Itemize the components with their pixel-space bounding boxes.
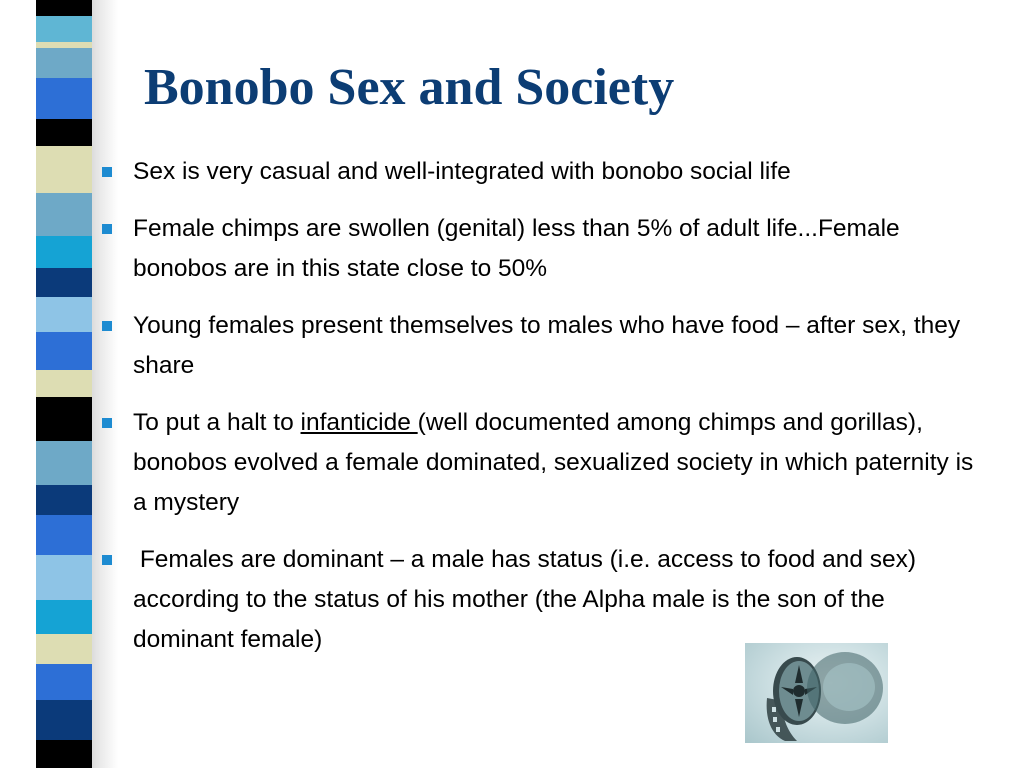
- bullet-item: [96, 540, 991, 660]
- bullet-text: Females are dominant – a male has status (i.e. access to food and sex) according to the status of his mother (the Alpha male is the son of the dominant female): [133, 546, 923, 653]
- bullet-text: Young females present themselves to males who have food – after sex, they share: [133, 312, 961, 379]
- bullet-item: [96, 209, 991, 289]
- bullet-item: [96, 403, 991, 523]
- bullet-item: [96, 306, 991, 386]
- bullet-square-icon: [102, 555, 112, 565]
- bullet-square-icon: [102, 321, 112, 331]
- bullet-list: [96, 152, 991, 677]
- bullet-item: [96, 152, 991, 192]
- film-reel-icon: [745, 643, 888, 743]
- bullet-square-icon: [102, 418, 112, 428]
- decorative-stripe: [36, 0, 92, 768]
- bullet-text-start: To put a halt to: [133, 409, 301, 436]
- bullet-text: Female chimps are swollen (genital) less than 5% of adult life...Female bonobos are in this state close to 50%: [133, 215, 900, 282]
- bullet-square-icon: [102, 167, 112, 177]
- film-reel-image: [745, 643, 888, 743]
- bullet-square-icon: [102, 224, 112, 234]
- bullet-text-end: (well documented among chimps and gorillas), bonobos evolved a female dominated, sexualized society in which paternity is a mystery: [133, 409, 974, 516]
- bullet-text: Sex is very casual and well-integrated with bonobo social life: [133, 158, 791, 185]
- slide-title: Bonobo Sex and Society: [144, 59, 675, 116]
- infanticide-link[interactable]: infanticide: [300, 409, 418, 436]
